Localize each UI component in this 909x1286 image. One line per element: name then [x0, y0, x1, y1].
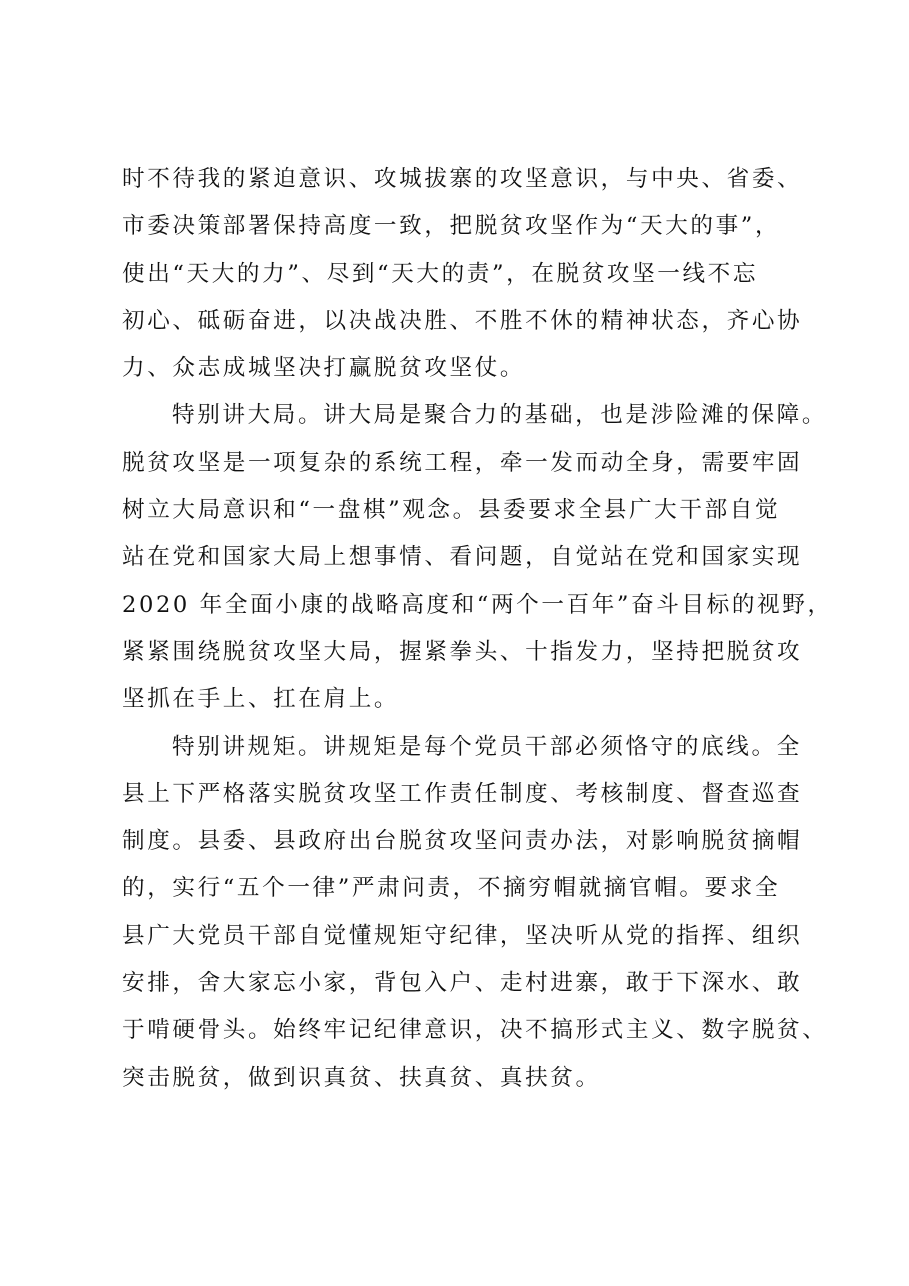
- text-line: 使出“天大的力”、尽到“天大的责”，在脱贫攻坚一线不忘: [122, 260, 759, 287]
- text-line: 树立大局意识和“一盘棋”观念。县委要求全县广大干部自觉: [122, 497, 781, 524]
- text-line: 的，实行“五个一律”严肃问责，不摘穷帽就摘官帽。要求全: [122, 875, 781, 902]
- text-line: 于啃硬骨头。始终牢记纪律意识，决不搞形式主义、数字脱贫、: [122, 1017, 828, 1044]
- text-line: 初心、砥砺奋进，以决战决胜、不胜不休的精神状态，齐心协: [122, 307, 803, 334]
- paragraph-first-line: 特别讲规矩。讲规矩是每个党员干部必须恪守的底线。全: [172, 733, 802, 760]
- text-line: 制度。县委、县政府出台脱贫攻坚问责办法，对影响脱贫摘帽: [122, 828, 803, 855]
- text-line: 力、众志成城坚决打赢脱贫攻坚仗。: [122, 355, 526, 382]
- document-body: [122, 156, 833, 1102]
- text-line: 时不待我的紧迫意识、攻城拔寨的攻坚意识，与中央、省委、: [122, 166, 803, 192]
- paragraph-first-line: 特别讲大局。讲大局是聚合力的基础，也是涉险滩的保障。: [172, 402, 828, 429]
- text-line: 站在党和国家大局上想事情、看问题，自觉站在党和国家实现: [122, 544, 803, 571]
- text-line: 县上下严格落实脱贫攻坚工作责任制度、考核制度、督查巡查: [122, 780, 803, 807]
- text-line: 2020 年全面小康的战略高度和“两个一百年”奋斗目标的视野，: [122, 591, 833, 618]
- text-line: 安排，舍大家忘小家，背包入户、走村进寨，敢于下深水、敢: [122, 970, 803, 997]
- text-line: 紧紧围绕脱贫攻坚大局，握紧拳头、十指发力，坚持把脱贫攻: [122, 638, 803, 665]
- text-line: 突击脱贫，做到识真贫、扶真贫、真扶贫。: [122, 1064, 601, 1091]
- text-line: 县广大党员干部自觉懂规矩守纪律，坚决听从党的指挥、组织: [122, 922, 803, 949]
- text-line: 市委决策部署保持高度一致，把脱贫攻坚作为“天大的事”，: [122, 213, 781, 240]
- text-line: 坚抓在手上、扛在肩上。: [122, 686, 400, 713]
- text-line: 脱贫攻坚是一项复杂的系统工程，牵一发而动全身，需要牢固: [122, 449, 803, 476]
